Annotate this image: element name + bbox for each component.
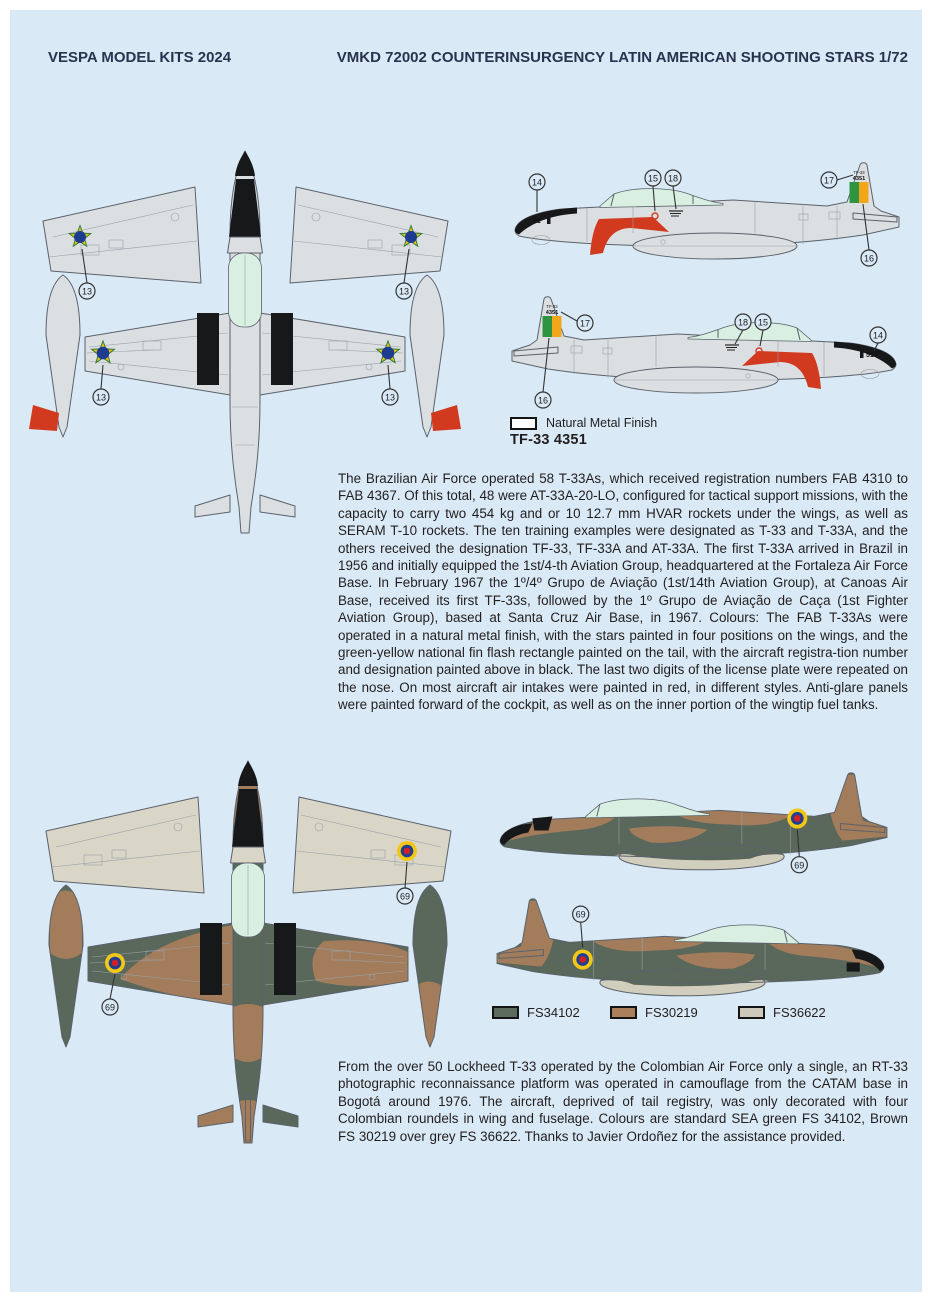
svg-text:14: 14 <box>531 177 543 188</box>
svg-text:69: 69 <box>104 1002 116 1013</box>
svg-text:13: 13 <box>398 286 410 297</box>
fs34102-label: FS34102 <box>527 1005 580 1020</box>
callout-14 <box>529 174 545 212</box>
variant-title: TF-33 4351 <box>510 432 587 448</box>
fs-color-legend-item <box>610 1005 698 1020</box>
colombia-roundel <box>397 841 417 861</box>
finish-legend-label: Natural Metal Finish <box>546 416 658 430</box>
svg-text:13: 13 <box>384 392 396 403</box>
nose-code: 51 <box>866 352 874 359</box>
callout-17 <box>561 312 593 331</box>
svg-text:16: 16 <box>537 395 549 406</box>
colombia-roundel <box>573 949 593 969</box>
fs-color-legend-item <box>738 1005 826 1020</box>
fin-flash-yellow <box>552 316 562 337</box>
intake-detail <box>847 963 860 972</box>
colombia-roundel <box>787 808 807 828</box>
svg-text:14: 14 <box>872 330 884 341</box>
fs36622-label: FS36622 <box>773 1005 826 1020</box>
svg-text:17: 17 <box>579 318 591 329</box>
svg-text:17: 17 <box>823 175 835 186</box>
fin-flash-green <box>543 316 553 337</box>
colombia-profile-left-drawing <box>488 766 896 897</box>
right-tank-red-tip <box>431 405 461 431</box>
brazil-history-paragraph: The Brazilian Air Force operated 58 T-33As, which received registration numbers FAB 4310 to FAB 4367. Of this total, 48 were AT-33A-20-LO, configured for tactical support missions, with the capacity to carry two 454 kg and or 10 12.7 mm HVAR rockets under the wings, as well as SERAM T-10 rockets. The ten training examples were designated as T-33 and T-33A, and the others received the designation TF-33, TF-33A and AT-33A. The first T-33A arrived in Brazil in 1956 and initially equipped the 1st/4-th Aviation Group, headquartered at the Fortaleza Air Force Base. In February 1967 the 1º/4º Grupo de Aviação (1st/14th Aviation Group), at Canoas Air Base, received its first TF-33s, followed by the 1º Grupo de Aviação de Caça (1st Fighter Aviation Group), based at Santa Cruz Air Base, in 1967. Colours: The FAB T-33As were operated in a natural metal finish, with the stars painted in four positions on the wings, and the green-yellow national fin flash rectangle painted on the tail, with the aircraft registra-tion number and designation painted above in black. The last two digits of the license plate were repeated on the nose. On most aircraft air intakes were painted in red, in different styles. Anti-glare panels were painted forward of the cockpit, as well as on the inner portion of the wingtip fuel tanks. <box>338 471 908 713</box>
svg-text:13: 13 <box>81 286 93 297</box>
fs36622-swatch <box>738 1006 765 1019</box>
colombia-profile-right-drawing <box>488 892 896 1023</box>
tail-code-number: 4351 <box>852 176 866 182</box>
natural-metal-swatch <box>510 417 537 430</box>
svg-text:15: 15 <box>647 173 659 184</box>
fs-color-legend-item <box>492 1005 580 1020</box>
svg-text:18: 18 <box>667 173 679 184</box>
colombia-history-paragraph: From the over 50 Lockheed T-33 operated by the Colombian Air Force only a single, an RT-33 photographic reconnaissance platform was operated in camouflage from the CATAM base in Bogotá around 1976. The aircraft, deprived of tail registry, was only decorated with four Colombian roundels in wing and fuselage. Colours are standard SEA green FS 34102, Brown FS 30219 over grey FS 36622. Thanks to Javier Ordoñez for the assistance provided. <box>338 1059 908 1144</box>
fin-flash-yellow <box>859 182 869 203</box>
tail-code-type: TF-33 <box>853 170 865 175</box>
nose-code: 51 <box>533 218 541 225</box>
svg-text:13: 13 <box>95 392 107 403</box>
fs30219-label: FS30219 <box>645 1005 698 1020</box>
finish-legend <box>510 416 657 430</box>
svg-text:16: 16 <box>863 253 875 264</box>
tail-code-number: 4351 <box>545 310 559 316</box>
left-tank-red-tip <box>29 405 59 431</box>
brand-title: VESPA MODEL KITS 2024 <box>48 49 232 66</box>
brazil-profile-left-drawing <box>503 156 908 286</box>
callout-17 <box>821 172 853 188</box>
fs34102-swatch <box>492 1006 519 1019</box>
svg-text:15: 15 <box>757 317 769 328</box>
fs30219-swatch <box>610 1006 637 1019</box>
brazil-profile-right-drawing <box>503 290 908 420</box>
fin-flash-green <box>850 182 860 203</box>
tail-code-type: TF-33 <box>546 304 558 309</box>
svg-text:69: 69 <box>794 860 805 871</box>
kit-title: VMKD 72002 COUNTERINSURGENCY LATIN AMERICAN SHOOTING STARS 1/72 <box>336 49 908 66</box>
svg-text:69: 69 <box>575 909 586 920</box>
svg-text:18: 18 <box>737 317 749 328</box>
colombia-roundel <box>105 953 125 973</box>
svg-text:69: 69 <box>399 891 411 902</box>
